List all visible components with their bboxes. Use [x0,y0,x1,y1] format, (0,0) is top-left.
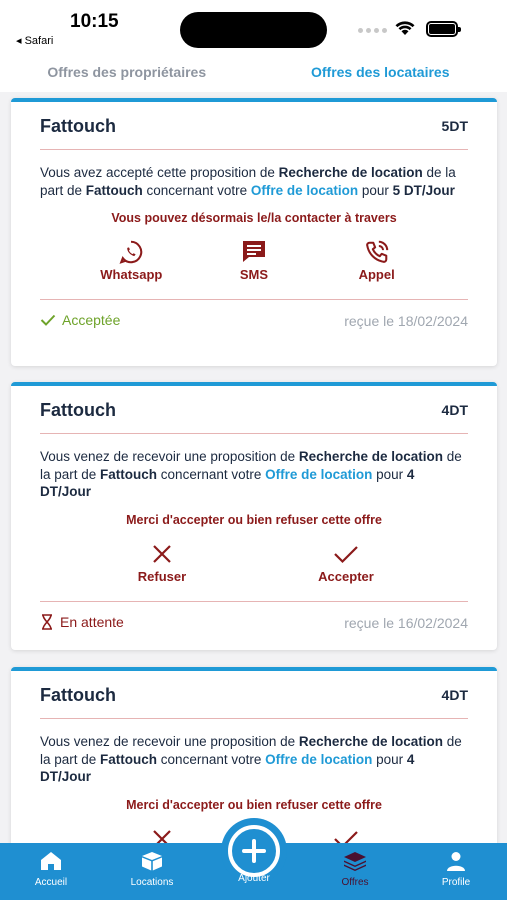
battery-icon [426,21,458,37]
check-icon [40,314,56,326]
card-header [40,102,468,150]
nav-accueil[interactable]: Accueil [11,851,91,888]
offer-user-name: Fattouch [40,685,116,705]
offer-card [11,382,497,650]
dynamic-island [180,12,327,48]
status-bar [0,0,507,54]
back-to-safari-link[interactable]: ◂ Safari [16,35,54,47]
close-icon [149,541,175,567]
accept-button[interactable]: Accepter [291,541,401,591]
check-icon [332,541,360,567]
plus-circle-icon [228,825,280,877]
box-icon [141,851,163,871]
card-footer [40,601,468,643]
accept-refuse-hint: Merci d'accepter ou bien refuser cette offre [126,797,382,812]
status-badge: En attente [40,614,124,630]
nav-profile[interactable]: Profile [416,851,496,888]
offer-location-link[interactable]: Offre de location [265,466,373,482]
offer-price: 4DT [441,687,468,703]
offers-tabs [0,54,507,92]
phone-icon [363,239,391,265]
contact-hint: Vous pouvez désormais le/la contacter à travers [111,211,397,225]
status-badge: Acceptée [40,312,120,328]
offer-card [11,98,497,366]
sms-icon [240,239,268,265]
tab-offres-proprietaires[interactable]: Offres des propriétaires [47,64,207,80]
layers-icon [343,851,367,871]
refuse-button[interactable]: Refuser [107,541,217,591]
offer-location-link[interactable]: Offre de location [250,182,359,198]
home-icon [40,851,62,871]
card-header [40,386,468,434]
card-header [40,671,468,719]
contact-actions [40,239,468,289]
received-date: reçue le 16/02/2024 [344,614,468,631]
call-button[interactable]: Appel [322,239,432,289]
nav-locations[interactable]: Locations [112,851,192,888]
whatsapp-button[interactable]: Whatsapp [76,239,186,289]
tab-offres-locataires[interactable]: Offres des locataires [310,64,450,80]
nav-ajouter-label: Ajouter [238,873,270,884]
sms-button[interactable]: SMS [199,239,309,289]
offer-description: Vous venez de recevoir une proposition de Recherche de location de la part de Fattouch concernant votre Offre de location pour 4 DT/Jour [40,734,462,784]
nav-offres[interactable]: Offres [315,851,395,888]
offer-user-name: Fattouch [40,116,116,136]
wifi-icon [394,20,416,36]
offer-price: 5DT [441,118,468,134]
offer-user-name: Fattouch [40,400,116,420]
whatsapp-icon [117,239,145,265]
decision-actions [40,541,468,591]
received-date: reçue le 18/02/2024 [344,313,468,329]
offer-description: Vous venez de recevoir une proposition de Recherche de location de la part de Fattouch concernant votre Offre de location pour 4 DT/Jour [40,449,462,499]
card-footer [40,299,468,341]
user-icon [446,851,466,871]
clock: 10:15 [70,11,119,32]
offer-location-link[interactable]: Offre de location [265,751,373,767]
offer-price: 4DT [441,402,468,418]
accept-refuse-hint: Merci d'accepter ou bien refuser cette offre [126,512,382,527]
offer-description: Vous avez accepté cette proposition de Recherche de location de la part de Fattouch concernant votre Offre de location pour 5 DT/Jour [40,165,456,198]
hourglass-icon [40,614,54,630]
cellular-signal-icon [358,28,387,33]
